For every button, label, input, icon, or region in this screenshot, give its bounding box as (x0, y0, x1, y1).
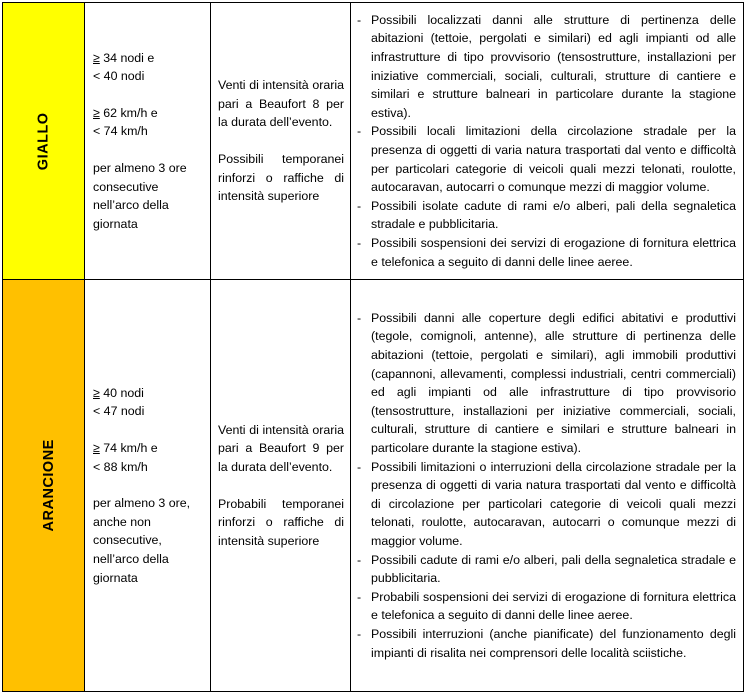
effect-text: Possibili locali limitazioni della circolazione stradale per la presenza di oggetti di varia natura trasportati dal vento e difficoltà per particolari categorie di veicoli quali mezzi telonati, roulotte, autocaravan, autocarri o comunque mezzi di maggior volume. (371, 124, 736, 195)
effect-item (355, 11, 736, 123)
level-cell-giallo (3, 3, 85, 280)
threshold-cell (85, 3, 211, 280)
level-cell-arancione (3, 280, 85, 692)
effect-text: Possibili limitazioni o interruzioni della circolazione stradale per la presenza di oggetti di varia natura trasportati dal vento e difficoltà di circolazione per particolari categorie di veicoli quali mezzi telonati, roulotte, autocaravan, autocarri o comunque mezzi di maggior volume. (371, 459, 736, 548)
effect-item (355, 551, 736, 588)
alert-table (2, 2, 744, 692)
effect-text: Possibili localizzati danni alle strutture di pertinenza delle abitazioni (tettoie, pergolati e similari) ed agli impianti od alle infrastrutture di tipo provvisorio (tensostrutture, installazioni per iniziative commerciali, sociali, culturali, strutture di cantiere e similari e strutture balneari in particolare durante la stagione estiva). (371, 12, 736, 120)
effect-item (355, 122, 736, 196)
effect-text: Possibili sospensioni dei servizi di erogazione di fornitura elettrica e telefonica a seguito di danni delle linee aeree. (371, 235, 736, 269)
effect-item (355, 458, 736, 551)
effect-item (355, 625, 736, 662)
duration-text: per almeno 3 ore consecutive nell’arco della giornata (93, 161, 187, 231)
effect-item (355, 309, 736, 458)
bullet-dash: - (357, 124, 362, 139)
bullet-dash: - (357, 552, 362, 567)
bullet-dash: - (357, 626, 362, 641)
table-row-arancione (3, 280, 744, 692)
effects-list (355, 309, 736, 662)
wind-cell (211, 3, 351, 280)
bullet-dash: - (357, 459, 362, 474)
gte-symbol: ≥ (93, 441, 100, 456)
wind-description: Venti di intensità oraria pari a Beaufort 9 per la durata dell’evento. (218, 422, 344, 474)
wind-gusts: Probabili temporanei rinforzi o raffiche di intensità superiore (218, 496, 344, 548)
bullet-dash: - (357, 12, 362, 27)
threshold-knots-max: < 47 nodi (93, 404, 145, 419)
effect-text: Possibili cadute di rami e/o alberi, pali della segnaletica stradale e pubblicitaria. (371, 552, 736, 586)
effect-item (355, 588, 736, 625)
threshold-cell (85, 280, 211, 692)
effect-text: Probabili sospensioni dei servizi di erogazione di fornitura elettrica e telefonica a seguito di danni delle linee aeree. (371, 589, 736, 623)
effects-cell (351, 280, 744, 692)
threshold-kmh-min: 62 km/h e (99, 105, 158, 120)
gte-symbol: ≥ (93, 50, 100, 65)
effect-text: Possibili isolate cadute di rami e/o alberi, pali della segnaletica stradale e pubblicitaria. (371, 198, 736, 232)
threshold-knots-max: < 40 nodi (93, 69, 145, 84)
threshold-knots-min: 40 nodi (99, 385, 144, 400)
effect-item (355, 234, 736, 271)
threshold-kmh-max: < 88 km/h (93, 459, 148, 474)
gte-symbol: ≥ (93, 385, 100, 400)
wind-gusts: Possibili temporanei rinforzi o raffiche di intensità superiore (218, 152, 344, 204)
threshold-knots-min: 34 nodi e (99, 50, 155, 65)
wind-cell (211, 280, 351, 692)
bullet-dash: - (357, 589, 362, 604)
table-row-giallo (3, 3, 744, 280)
bullet-dash: - (357, 235, 362, 250)
threshold-kmh-max: < 74 km/h (93, 124, 148, 139)
level-label: GIALLO (35, 112, 52, 170)
effect-text: Possibili interruzioni (anche pianificate) del funzionamento degli impianti di risalita nei comprensori delle località sciistiche. (371, 626, 736, 660)
effect-item (355, 197, 736, 234)
effect-text: Possibili danni alle coperture degli edifici abitativi e produttivi (tegole, comignoli, antenne), alle strutture di pertinenza delle abitazioni (tettoie, pergolati e similari), agli immobili produttivi (capannoni, allevamenti, complessi industriali, centri commerciali) ed agli impianti od alle infrastrutture di tipo provvisorio (tensostrutture, installazioni per iniziative commerciali, sociali, culturali, strutture di cantiere e similari e strutture balneari in particolare durante la stagione estiva). (371, 310, 736, 456)
effects-cell (351, 3, 744, 280)
gte-symbol: ≥ (93, 105, 100, 120)
duration-text: per almeno 3 ore, anche non consecutive, nell’arco della giornata (93, 496, 191, 585)
bullet-dash: - (357, 198, 362, 213)
level-label: ARANCIONE (40, 439, 57, 532)
wind-description: Venti di intensità oraria pari a Beaufort 8 per la durata dell’evento. (218, 78, 344, 130)
threshold-kmh-min: 74 km/h e (99, 441, 158, 456)
effects-list (355, 11, 736, 271)
bullet-dash: - (357, 310, 362, 325)
